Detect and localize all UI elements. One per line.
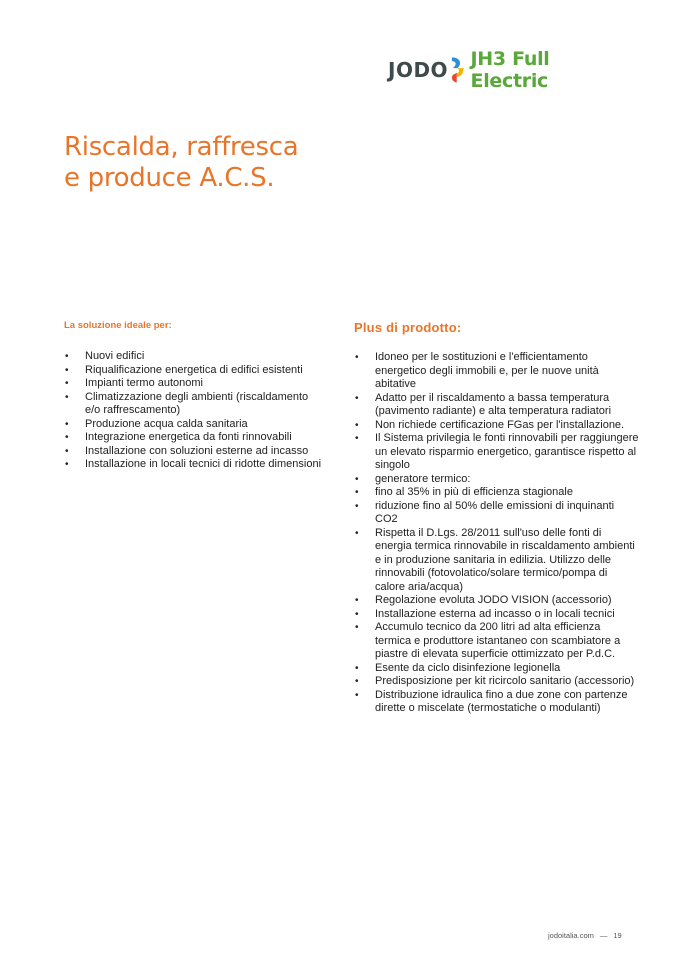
list-item: • Esente da ciclo disinfezione legionella [354, 662, 639, 676]
page-number: 19 [613, 931, 622, 940]
list-item: • Rispetta il D.Lgs. 28/2011 sull'uso delle fonti di energia termica rinnovabile in riscaldamento ambienti e in produzione sanitaria in edilizia. Utilizzo delle rinnovabili (fotovolatico/solare termico/pompa di calore aria/acqua) [354, 527, 639, 595]
page-title-line-1: Riscalda, raffresca [64, 132, 299, 162]
list-item: • generatore termico: [354, 473, 639, 487]
list-item: • Accumulo tecnico da 200 litri ad alta efficienza termica e produttore istantaneo con scambiatore a piastre di elevata superficie ottimizzato per P.d.C. [354, 621, 639, 662]
jodo-logo-mark-icon [449, 55, 464, 85]
header-brand [388, 50, 628, 90]
footer-website: jodoitalia.com [548, 931, 594, 940]
footer-separator: — [599, 931, 608, 940]
list-item: • Riqualificazione energetica di edifici esistenti [64, 364, 326, 378]
list-item: • Impianti termo autonomi [64, 377, 326, 391]
list-item: • fino al 35% in più di efficienza stagionale [354, 486, 639, 500]
list-item: • Non richiede certificazione FGas per l'installazione. [354, 419, 639, 433]
ideal-solution-list [64, 350, 326, 472]
list-item: • Idoneo per le sostituzioni e l'efficientamento energetico degli immobili e, per le nuove unità abitative [354, 351, 639, 392]
ideal-solution-section [64, 320, 326, 472]
product-name: JH3 Full Electric [470, 48, 550, 92]
page-footer [548, 931, 648, 940]
brand-wordmark: JODO [388, 58, 449, 82]
list-item: • Produzione acqua calda sanitaria [64, 418, 326, 432]
list-item: • Integrazione energetica da fonti rinnovabili [64, 431, 326, 445]
product-plus-list [354, 351, 639, 716]
list-item: • Predisposizione per kit ricircolo sanitario (accessorio) [354, 675, 639, 689]
list-item: • Installazione con soluzioni esterne ad incasso [64, 445, 326, 459]
list-item: • Distribuzione idraulica fino a due zone con partenze dirette o miscelate (termostatiche o modulanti) [354, 689, 639, 716]
list-item: • Il Sistema privilegia le fonti rinnovabili per raggiungere un elevato risparmio energetico, garantisce rispetto al singolo [354, 432, 639, 473]
list-item: • Climatizzazione degli ambienti (riscaldamento e/o raffrescamento) [64, 391, 326, 418]
page-title-line-2: e produce A.C.S. [64, 163, 275, 193]
list-item: • Installazione esterna ad incasso o in locali tecnici [354, 608, 639, 622]
list-item: • Installazione in locali tecnici di ridotte dimensioni [64, 458, 326, 472]
list-item: • Nuovi edifici [64, 350, 326, 364]
page-title [64, 132, 384, 194]
product-plus-section [354, 320, 639, 716]
ideal-solution-heading: La soluzione ideale per: [64, 320, 172, 331]
list-item: • Adatto per il riscaldamento a bassa temperatura (pavimento radiante) e alta temperatura radiatori [354, 392, 639, 419]
list-item: • Regolazione evoluta JODO VISION (accessorio) [354, 594, 639, 608]
list-item: • riduzione fino al 50% delle emissioni di inquinanti CO2 [354, 500, 639, 527]
product-plus-heading: Plus di prodotto: [354, 320, 462, 335]
